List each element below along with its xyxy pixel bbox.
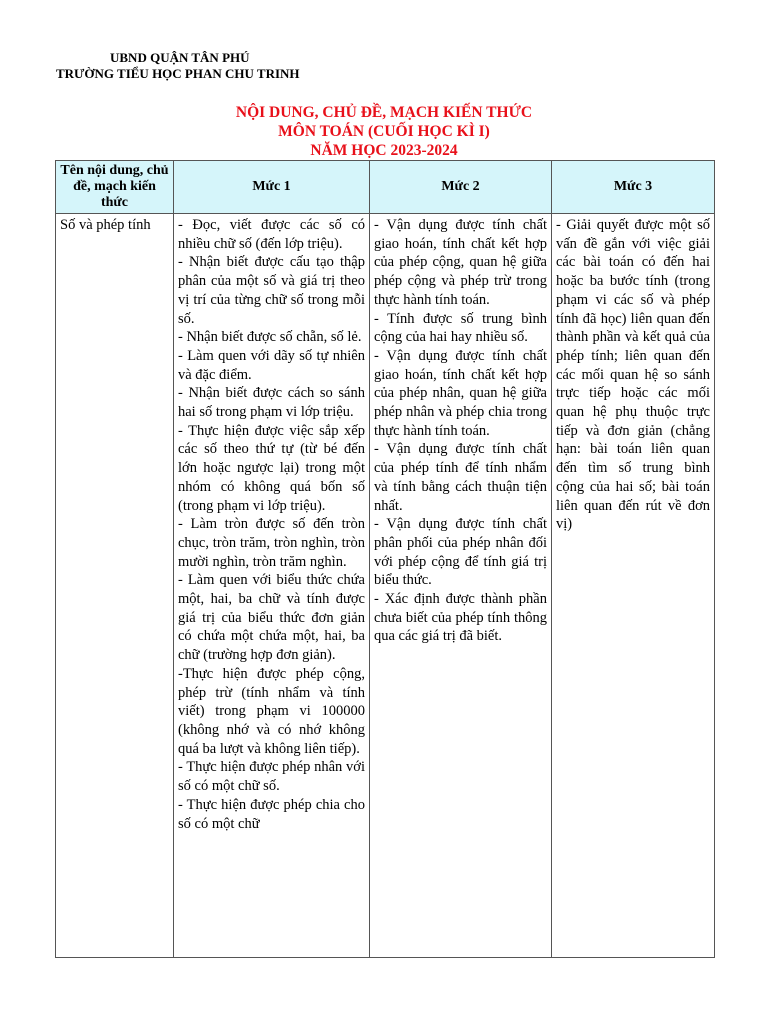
muc1-item: -Thực hiện được phép cộng, phép trừ (tính nhẩm và tính viết) trong phạm vi 100000 (không nhớ và có nhớ không quá ba lượt và không liên tiếp). <box>178 665 365 757</box>
muc2-cell <box>370 214 552 958</box>
school-header <box>56 50 300 82</box>
table-header-row <box>56 161 715 214</box>
muc1-item: - Nhận biết được cấu tạo thập phân của một số và giá trị theo vị trí của từng chữ số trong mỗi số. <box>178 254 365 327</box>
topic-cell: Số và phép tính <box>56 214 174 958</box>
document-title <box>0 103 768 160</box>
muc1-item: - Làm quen với dãy số tự nhiên và đặc điểm. <box>178 347 365 383</box>
table-row <box>56 214 715 958</box>
title-line-3: NĂM HỌC 2023-2024 <box>310 142 458 159</box>
column-header-muc2: Mức 2 <box>370 161 552 214</box>
muc2-item: - Vận dụng được tính chất của phép tính để tính nhẩm và tính bằng cách thuận tiện nhất. <box>374 441 547 514</box>
knowledge-table <box>55 160 715 958</box>
title-line-2: MÔN TOÁN (CUỐI HỌC KÌ I) <box>278 123 490 140</box>
muc1-item: - Làm quen với biểu thức chứa một, hai, ba chữ và tính được giá trị của biểu thức đơn giản có chứa một chứa một, hai, ba chữ (trường hợp đơn giản). <box>178 572 365 664</box>
muc3-cell <box>552 214 715 958</box>
muc1-item: - Thực hiện được việc sắp xếp các số theo thứ tự (từ bé đến lớn hoặc ngược lại) trong một nhóm có không quá bốn số (trong phạm vi lớp triệu). <box>178 422 365 514</box>
muc2-item: - Vận dụng được tính chất giao hoán, tính chất kết hợp của phép nhân, quan hệ giữa phép nhân và phép chia trong thực hành tính toán. <box>374 347 547 439</box>
muc1-item: - Nhận biết được số chẵn, số lẻ. <box>178 329 362 346</box>
muc2-item: - Vận dụng được tính chất giao hoán, tính chất kết hợp của phép cộng, quan hệ giữa phép cộng và phép trừ trong thực hành tính toán. <box>374 217 547 308</box>
muc3-item: - Giải quyết được một số vấn đề gắn với việc giải các bài toán có đến hai hoặc ba bước tính (trong phạm vi các số và phép tính đã học) liên quan đến thành phần và kết quả của phép tính; liên quan đến các mối quan hệ so sánh trực tiếp hoặc các mối quan hệ phụ thuộc trực tiếp và đơn giản (chẳng hạn: bài toán liên quan đến tìm số trung bình cộng của hai số; bài toán liên quan đến rút về đơn vị) <box>556 217 710 533</box>
muc1-item: - Làm tròn được số đến tròn chục, tròn trăm, tròn nghìn, tròn mười nghìn, tròn trăm nghìn. <box>178 516 365 570</box>
muc2-item: - Xác định được thành phần chưa biết của phép tính thông qua các giá trị đã biết. <box>374 591 547 645</box>
muc1-item: - Đọc, viết được các số có nhiều chữ số (đến lớp triệu). <box>178 217 365 252</box>
school-name: TRƯỜNG TIỂU HỌC PHAN CHU TRINH <box>56 66 300 81</box>
column-header-topic: Tên nội dung, chủ đề, mạch kiến thức <box>56 161 174 214</box>
title-line-1: NỘI DUNG, CHỦ ĐỀ, MẠCH KIẾN THỨC <box>235 104 533 121</box>
column-header-muc3: Mức 3 <box>552 161 715 214</box>
column-header-muc1: Mức 1 <box>174 161 370 214</box>
muc1-item: - Nhận biết được cách so sánh hai số trong phạm vi lớp triệu. <box>178 385 365 421</box>
muc2-item: - Tính được số trung bình cộng của hai hay nhiều số. <box>374 310 547 346</box>
muc1-cell <box>174 214 370 958</box>
muc2-item: - Vận dụng được tính chất phân phối của phép nhân đối với phép cộng để tính giá trị biểu thức. <box>374 516 547 589</box>
muc1-item: - Thực hiện được phép nhân với số có một chữ số. <box>178 759 365 795</box>
district-name: UBND QUẬN TÂN PHÚ <box>110 50 250 65</box>
muc1-item: - Thực hiện được phép chia cho số có một chữ <box>178 796 365 832</box>
